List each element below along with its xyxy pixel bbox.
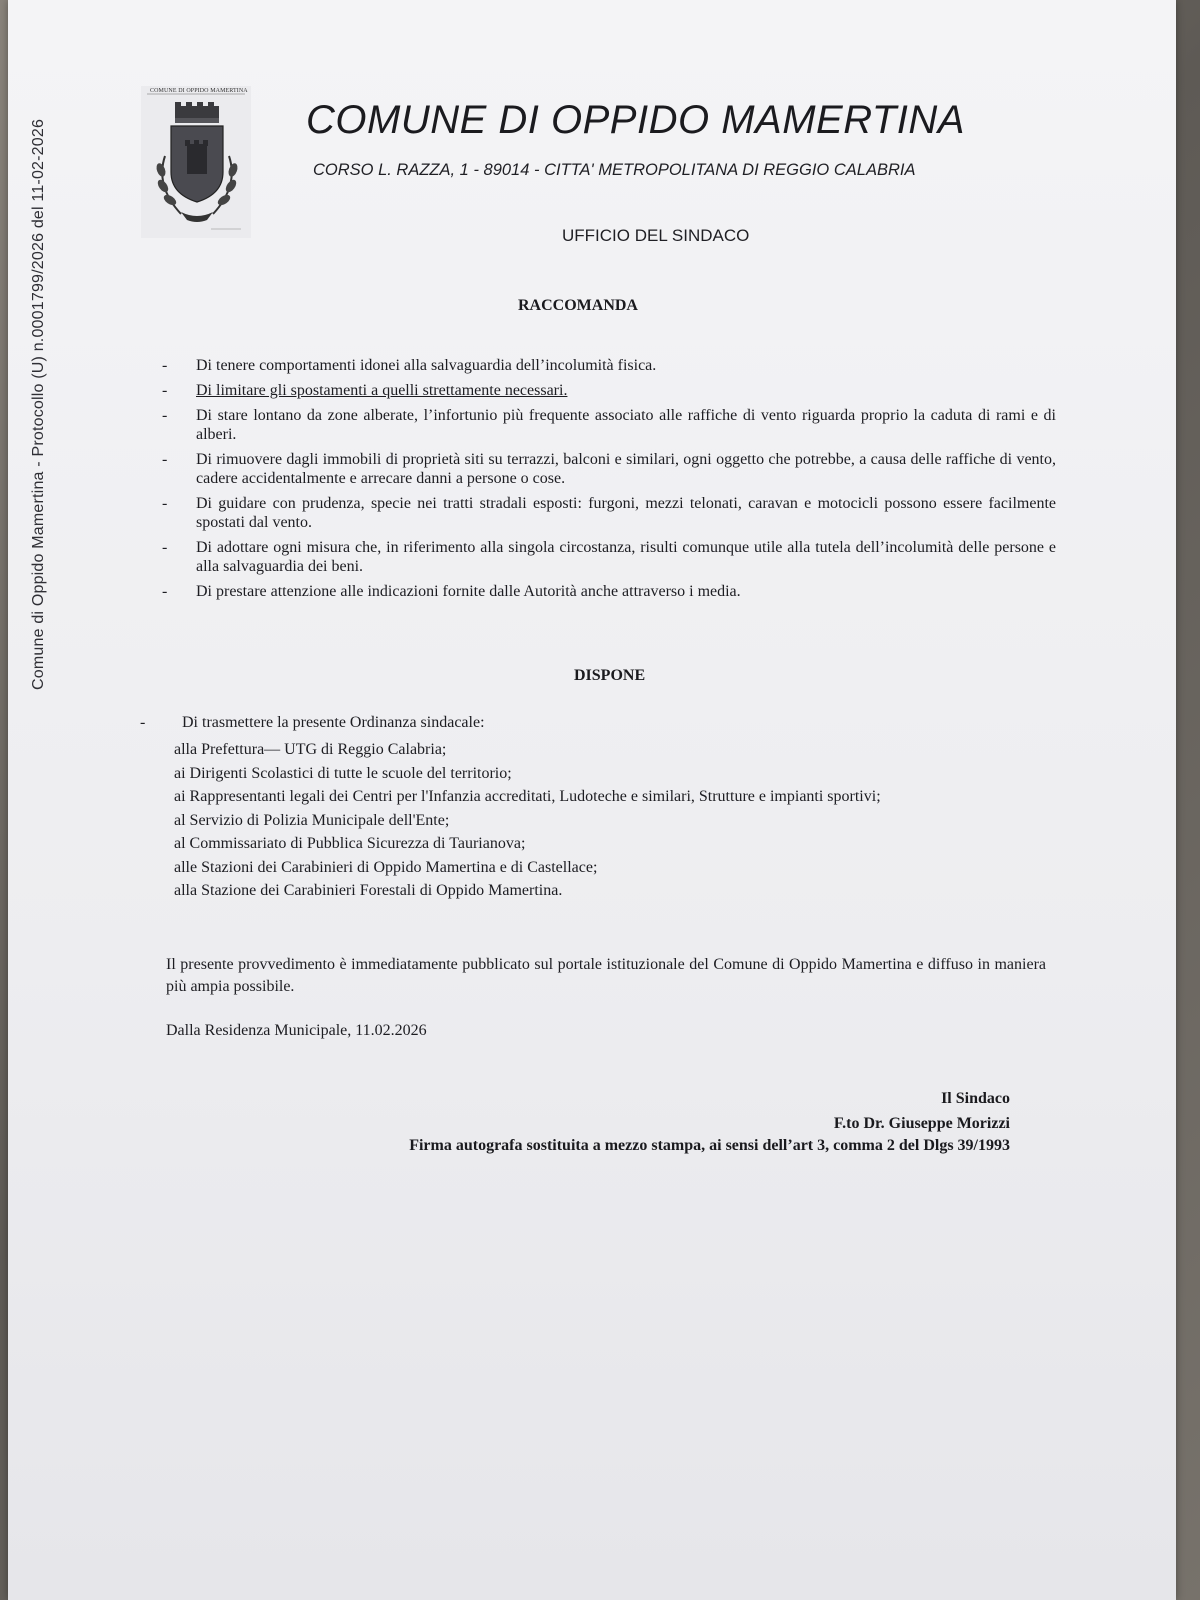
- list-item: - Di tenere comportamenti idonei alla salvaguardia dell’incolumità fisica.: [162, 357, 657, 374]
- list-item: - Di stare lontano da zone alberate, l’infortunio più frequente associato alle raffiche di vento riguarda proprio la caduta di rami e di alberi.: [162, 407, 1056, 443]
- raccomanda-heading: RACCOMANDA: [518, 297, 638, 314]
- recipient-item: alla Stazione dei Carabinieri Forestali di Oppido Mamertina.: [174, 882, 563, 899]
- dispone-heading: DISPONE: [574, 667, 646, 684]
- recipient-item: al Commissariato di Pubblica Sicurezza di Taurianova;: [174, 835, 526, 852]
- signature-name: F.to Dr. Giuseppe Morizzi: [833, 1115, 1010, 1132]
- raccomanda-list: [156, 356, 1056, 607]
- signature-role: Il Sindaco: [941, 1090, 1010, 1107]
- list-item: - Di limitare gli spostamenti a quelli strettamente necessari.: [162, 382, 568, 399]
- list-item: - Di rimuovere dagli immobili di proprietà siti su terrazzi, balconi e similari, ogni oggetto che potrebbe, a causa delle raffiche di vento, cadere accidentalmente e arrecare danni a persone o cose.: [162, 451, 1056, 487]
- recipient-item: alla Prefettura— UTG di Reggio Calabria;: [174, 741, 447, 758]
- document-page: [8, 0, 1176, 1600]
- list-item: - Di adottare ogni misura che, in riferimento alla singola circostanza, risulti comunque utile alla tutela dell’incolumità delle persone e alla salvaguardia dei beni.: [162, 539, 1056, 575]
- protocol-stamp: Comune di Oppido Mamertina - Protocollo (U) n.0001799/2026 del 11-02-2026: [30, 118, 47, 690]
- publication-paragraph: Il presente provvedimento è immediatamente pubblicato sul portale istituzionale del Comune di Oppido Mamertina e diffuso in maniera più ampia possibile.: [166, 956, 1046, 995]
- recipients-list: [174, 738, 881, 903]
- list-item: - Di guidare con prudenza, specie nei tratti stradali esposti: furgoni, mezzi telonati, caravan e motocicli possono essere facilmente spostati dal vento.: [162, 495, 1056, 531]
- place-and-date: Dalla Residenza Municipale, 11.02.2026: [166, 1022, 427, 1039]
- recipient-item: ai Rappresentanti legali dei Centri per l'Infanzia accreditati, Ludoteche e similari, Strutture e impianti sportivi;: [174, 788, 881, 805]
- municipality-title: COMUNE DI OPPIDO MAMERTINA: [306, 98, 965, 142]
- office-name: UFFICIO DEL SINDACO: [562, 226, 750, 245]
- signature-note: Firma autografa sostituita a mezzo stampa, ai sensi dell’art 3, comma 2 del Dlgs 39/1993: [409, 1137, 1010, 1154]
- dispone-intro: - Di trasmettere la presente Ordinanza sindacale:: [140, 714, 485, 731]
- logo-caption: COMUNE DI OPPIDO MAMERTINA: [150, 88, 248, 94]
- recipient-item: ai Dirigenti Scolastici di tutte le scuole del territorio;: [174, 764, 512, 782]
- recipient-item: al Servizio di Polizia Municipale dell'Ente;: [174, 811, 450, 829]
- list-item: - Di prestare attenzione alle indicazioni fornite dalle Autorità anche attraverso i media.: [162, 583, 741, 600]
- municipality-address: CORSO L. RAZZA, 1 - 89014 - CITTA' METROPOLITANA DI REGGIO CALABRIA: [313, 161, 916, 179]
- recipient-item: alle Stazioni dei Carabinieri di Oppido Mamertina e di Castellace;: [174, 858, 598, 876]
- coat-of-arms-logo: [141, 86, 251, 238]
